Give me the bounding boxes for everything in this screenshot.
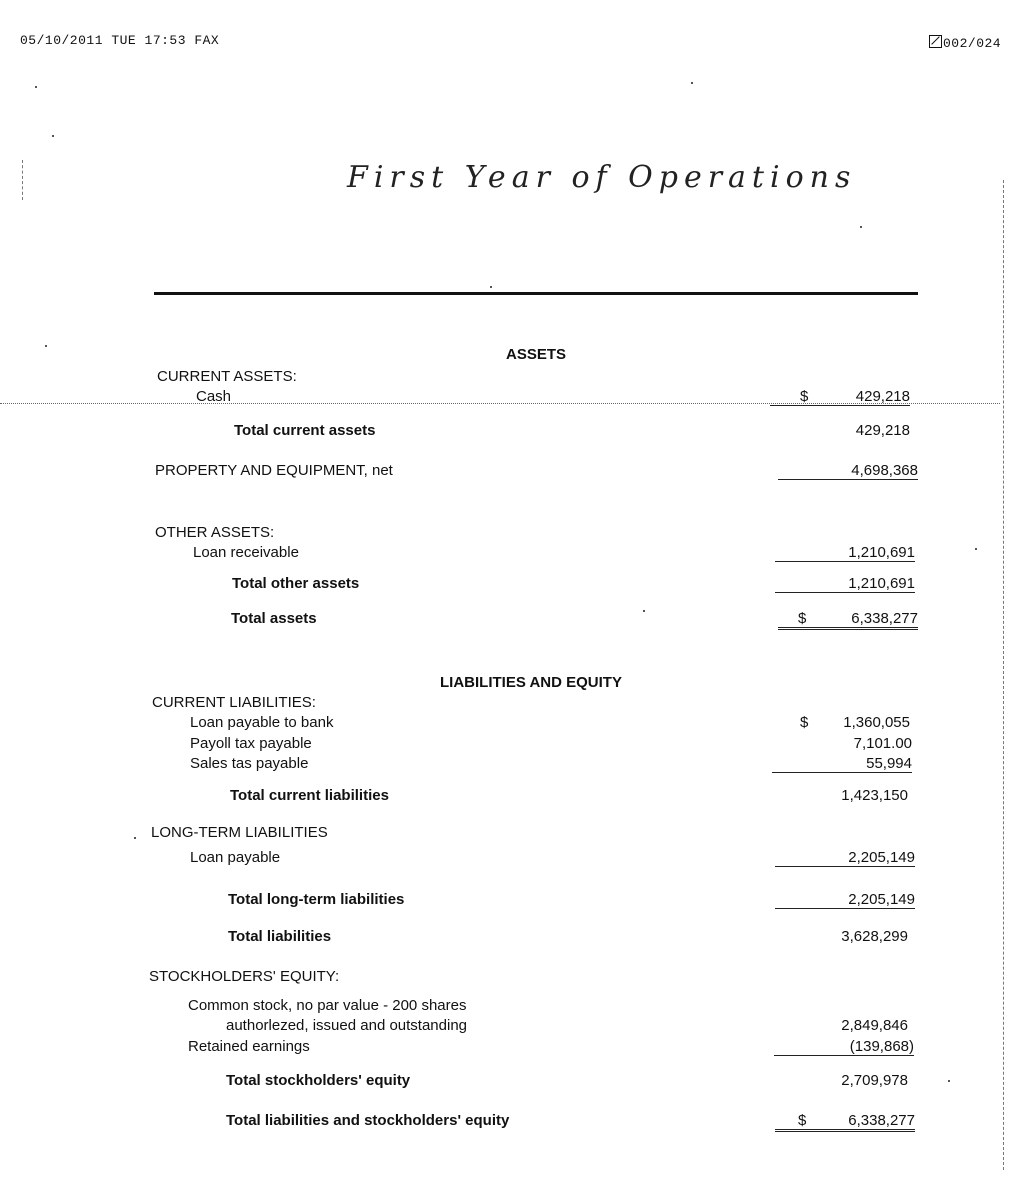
other-assets-heading: OTHER ASSETS: xyxy=(155,524,275,541)
current-liabilities-heading: CURRENT LIABILITIES: xyxy=(152,694,316,711)
sales-tax-value: 55,994 xyxy=(772,755,912,773)
scan-speck xyxy=(643,610,645,612)
top-rule xyxy=(154,292,918,295)
total-stockholders-equity-value: 2,709,978 xyxy=(841,1072,908,1089)
ppe-label: PROPERTY AND EQUIPMENT, net xyxy=(155,462,393,479)
payroll-tax-value: 7,101.00 xyxy=(853,735,912,752)
total-lt-liabilities-value: 2,205,149 xyxy=(775,891,915,909)
scan-speck xyxy=(691,82,693,84)
scan-edge-mark xyxy=(22,160,23,200)
payroll-tax-label: Payoll tax payable xyxy=(190,735,312,752)
scan-speck xyxy=(134,837,136,839)
scan-speck xyxy=(860,226,862,228)
lt-loan-payable-label: Loan payable xyxy=(190,849,281,866)
total-current-assets-value: 429,218 xyxy=(855,422,910,439)
cash-label: Cash xyxy=(196,388,232,405)
scan-speck xyxy=(948,1080,950,1082)
total-assets-label: Total assets xyxy=(231,610,317,627)
common-stock-label-line2: authorlezed, issued and outstanding xyxy=(226,1017,468,1034)
common-stock-label-line1: Common stock, no par value - 200 shares xyxy=(188,997,467,1014)
ppe-value: 4,698,368 xyxy=(778,462,918,480)
loan-payable-bank-label: Loan payable to bank xyxy=(190,714,334,731)
fax-page-number xyxy=(929,35,1001,51)
scan-speck xyxy=(490,286,492,288)
scan-speck xyxy=(45,345,47,347)
loan-receivable-label: Loan receivable xyxy=(193,544,299,561)
stockholders-equity-heading: STOCKHOLDERS' EQUITY: xyxy=(149,968,340,985)
total-lt-liabilities-label: Total long-term liabilities xyxy=(228,891,405,908)
sales-tax-label: Sales tas payable xyxy=(190,755,309,772)
total-current-assets-label: Total current assets xyxy=(234,422,376,439)
fax-page-count: 002/024 xyxy=(943,36,1002,51)
scan-speck xyxy=(975,548,977,550)
common-stock-value: 2,849,846 xyxy=(841,1017,908,1034)
long-term-liabilities-heading: LONG-TERM LIABILITIES xyxy=(151,824,328,841)
total-other-assets-value: 1,210,691 xyxy=(775,575,915,593)
loan-payable-bank-dollar: $ xyxy=(800,714,809,731)
loan-receivable-value: 1,210,691 xyxy=(775,544,915,562)
total-liabilities-equity-label: Total liabilities and stockholders' equity xyxy=(226,1112,510,1129)
total-other-assets-label: Total other assets xyxy=(232,575,360,592)
scan-speck xyxy=(35,86,37,88)
liabilities-equity-heading: LIABILITIES AND EQUITY xyxy=(440,674,622,691)
cash-value: 429,218 xyxy=(770,388,910,406)
cash-dollar: $ xyxy=(800,388,809,405)
total-liabilities-value: 3,628,299 xyxy=(841,928,908,945)
total-stockholders-equity-label: Total stockholders' equity xyxy=(226,1072,411,1089)
total-current-liabilities-label: Total current liabilities xyxy=(230,787,389,804)
total-liabilities-label: Total liabilities xyxy=(228,928,332,945)
scan-speck xyxy=(52,135,54,137)
loan-payable-bank-value: 1,360,055 xyxy=(843,714,910,731)
fax-checkbox-icon xyxy=(929,35,942,48)
total-liabilities-equity-dollar: $ xyxy=(798,1112,807,1129)
total-current-liabilities-value: 1,423,150 xyxy=(841,787,908,804)
total-assets-value: 6,338,277 xyxy=(778,610,918,630)
assets-heading: ASSETS xyxy=(506,346,567,363)
total-liabilities-equity-value: 6,338,277 xyxy=(775,1112,915,1132)
retained-earnings-label: Retained earnings xyxy=(188,1038,310,1055)
handwritten-title: First Year of Operations xyxy=(347,160,857,195)
current-assets-heading: CURRENT ASSETS: xyxy=(157,368,297,385)
retained-earnings-value: (139,868) xyxy=(774,1038,914,1056)
fax-header-left: 05/10/2011 TUE 17:53 FAX xyxy=(20,33,220,48)
lt-loan-payable-value: 2,205,149 xyxy=(775,849,915,867)
scan-edge-line xyxy=(1003,180,1004,1170)
total-assets-dollar: $ xyxy=(798,610,807,627)
